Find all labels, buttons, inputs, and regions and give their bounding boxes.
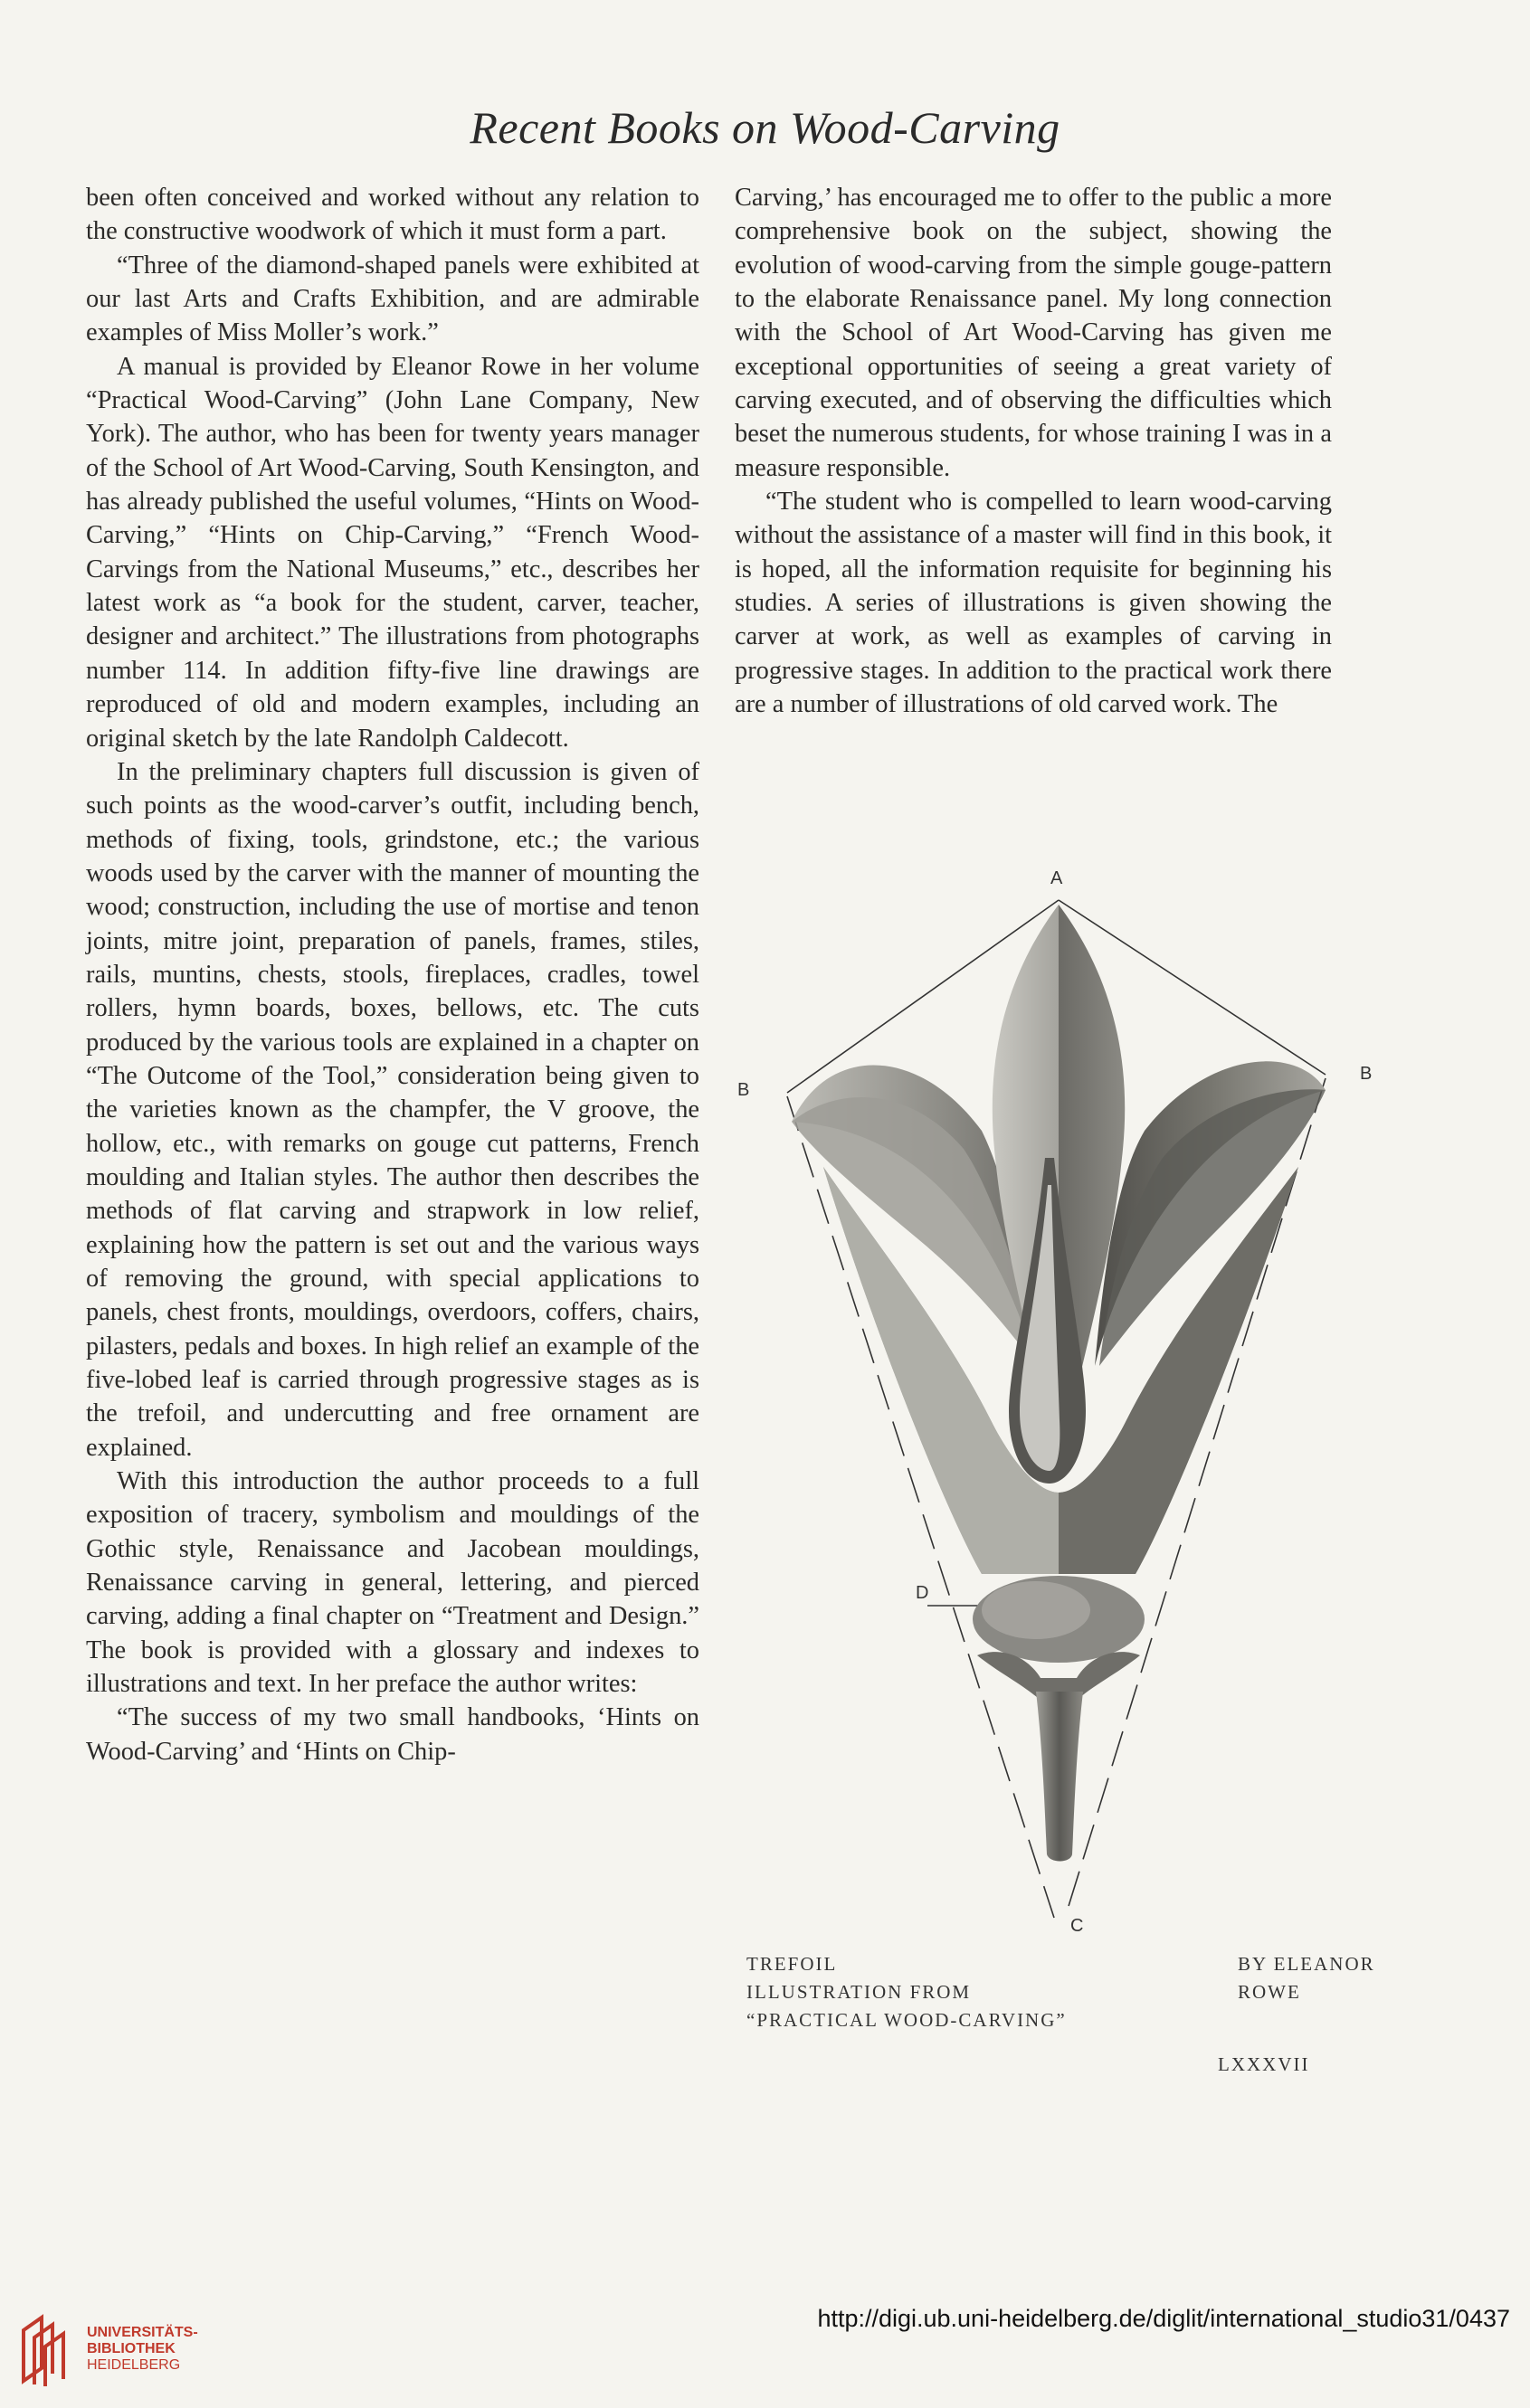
paragraph: A manual is provided by Eleanor Rowe in her volume “Practical Wood-Carving” (John Lane Company, New York). The author, who has been for twenty years manager of the School of Art Wood-Carving, South Kensington, and has already published the useful volumes, “Hints on Wood-Carving,” “Hints on Chip-Carving,” “French Wood-Carvings from the National Museums,” etc., describes her latest work as “a book for the student, carver, teacher, designer and architect.” The illustrations from photographs number 114. In addition fifty-five line drawings are reproduced of old and modern examples, including an original sketch by the late Randolph Caldecott. — [86, 352, 699, 753]
library-name — [87, 2325, 198, 2374]
paragraph: “Three of the diamond-shaped panels were exhibited at our last Arts and Crafts Exhibition, and are admirable examples of Miss Moller’s work.” — [86, 251, 699, 347]
trefoil-stem — [1036, 1692, 1083, 1862]
library-line: UNIVERSITÄTS- — [87, 2325, 198, 2340]
label-c: C — [1070, 1916, 1084, 1936]
caption-line: TREFOIL — [746, 1953, 838, 1975]
caption-line: “PRACTICAL WOOD-CARVING” — [746, 2009, 1067, 2031]
paragraph: Carving,’ has encouraged me to offer to the public a more comprehensive book on the subject, showing the evolution of wood-carving from the simple gouge-pattern to the elaborate Renaissance panel. My long connection with the School of Art Wood-Carving has given me exceptional opportunities of seeing a great variety of carving executed, and of observing the difficulties which beset the numerous students, for whose training I was in a measure responsible. — [735, 184, 1332, 482]
paragraph: “The student who is compelled to learn wood-carving without the assistance of a master will find in this book, it is hoped, all the information requisite for beginning his studies. A series of illustrations is given showing the carver at work, as well as examples of carving in progressive stages. In addition to the practical work there are a number of illustrations of old carved work. The — [735, 488, 1332, 719]
library-logo-icon — [16, 2310, 80, 2386]
right-column — [735, 181, 1332, 722]
label-b-right: B — [1360, 1064, 1373, 1084]
caption-line: ILLUSTRATION FROM — [746, 1981, 972, 2003]
credit-line: ROWE — [1238, 1981, 1301, 2003]
page-title: Recent Books on Wood-Carving — [470, 102, 1060, 153]
page-number: LXXXVII — [1218, 2053, 1310, 2075]
library-line: HEIDELBERG — [87, 2357, 181, 2373]
paragraph: With this introduction the author proceeds to a full exposition of tracery, symbolism and mouldings of the Gothic style, Renaissance and Jacobean mouldings, Renaissance carving in general, lettering, and pierced carving, adding a final chapter on “Treatment and Design.” The book is provided with a glossary and indexes to illustrations and text. In her preface the author writes: — [86, 1467, 699, 1699]
figure-credit — [1238, 1950, 1375, 2006]
left-column — [86, 181, 699, 1768]
trefoil-drawing — [737, 859, 1398, 1936]
figure-caption — [746, 1950, 1067, 2034]
paragraph: “The success of my two small handbooks, ‘Hints on Wood-Carving’ and ‘Hints on Chip- — [86, 1703, 699, 1766]
paragraph: In the preliminary chapters full discussion is given of such points as the wood-carver’s outfit, including bench, methods of fixing, tools, grindstone, etc.; the various woods used by the carver with the manner of mounting the wood; construction, including the use of mortise and tenon joints, mitre joint, preparation of panels, frames, stiles, rails, muntins, chests, stools, fireplaces, cradles, towel rollers, hymn boards, boxes, bellows, etc. The cuts produced by the various tools are explained in a chapter on “The Outcome of the Tool,” consideration being given to the varieties known as the champfer, the V groove, the hollow, etc., with remarks on gouge cut patterns, French moulding and Italian styles. The author then describes the methods of flat carving and strapwork in low relief, explaining how the pattern is set out and the various ways of removing the ground, with special applications to panels, chest fronts, mouldings, overdoors, coffers, chairs, pilasters, pedals and boxes. In high relief an example of the five-lobed leaf is carried through progressive stages as is the trefoil, and undercutting and free ornament are explained. — [86, 757, 699, 1462]
label-a: A — [1050, 868, 1063, 888]
label-b-left: B — [737, 1080, 750, 1100]
trefoil-illustration — [737, 859, 1398, 1936]
paragraph: been often conceived and worked without any relation to the constructive woodwork of which it must form a part. — [86, 184, 699, 246]
library-line: BIBLIOTHEK — [87, 2341, 176, 2356]
label-d: D — [916, 1583, 929, 1603]
source-url-link[interactable]: http://digi.ub.uni-heidelberg.de/diglit/international_studio31/0437 — [817, 2305, 1510, 2332]
credit-line: BY ELEANOR — [1238, 1953, 1375, 1975]
